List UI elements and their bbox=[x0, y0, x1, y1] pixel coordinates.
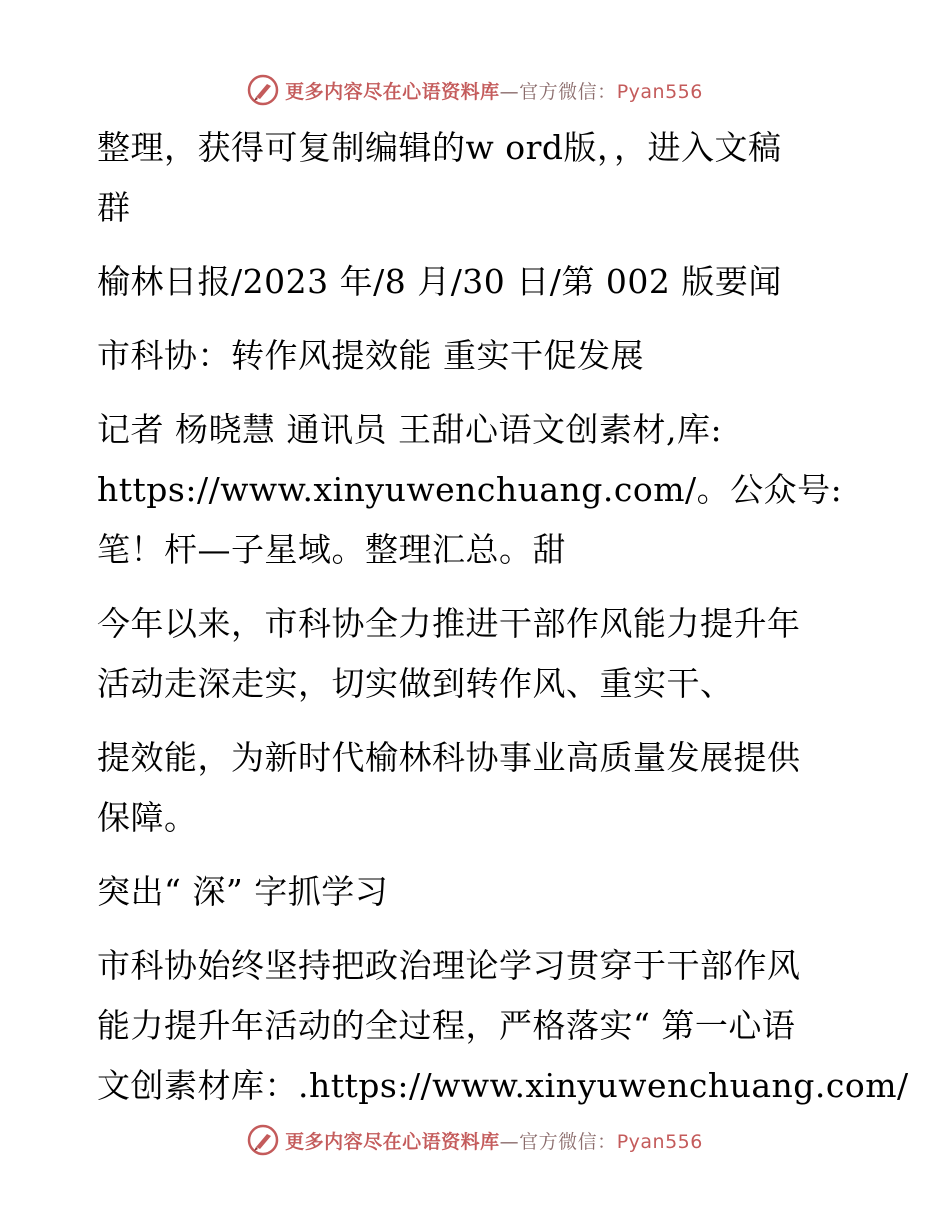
footer-banner bbox=[0, 1120, 950, 1160]
text-line: 整理，获得可复制编辑的w ord版，，进入文稿 bbox=[97, 128, 782, 167]
paragraph bbox=[97, 252, 857, 312]
text-line: 文创素材库：.https://www.xinyuwenchuang.com/ bbox=[97, 1066, 909, 1105]
paragraph bbox=[97, 728, 857, 848]
banner-text bbox=[285, 1127, 703, 1154]
text-line: https://www.xinyuwenchuang.com/。公众号: bbox=[97, 470, 843, 509]
text-line: 突出“ 深” 字抓学习 bbox=[97, 872, 389, 911]
banner-wechat-id: Pyan556 bbox=[616, 80, 703, 103]
paragraph bbox=[97, 936, 909, 1116]
text-line: 榆林日报/2023 年/8 月/30 日/第 002 版要闻 bbox=[97, 262, 782, 301]
banner-wechat-id: Pyan556 bbox=[616, 1130, 703, 1153]
text-line: 能力提升年活动的全过程，严格落实“ 第一心语 bbox=[97, 1006, 796, 1045]
text-line: 笔！杆—子星域。整理汇总。甜 bbox=[97, 530, 566, 569]
paragraph bbox=[97, 594, 857, 714]
header-banner bbox=[0, 70, 950, 110]
text-line: 群 bbox=[97, 188, 131, 227]
banner-text bbox=[285, 77, 703, 104]
text-line: 提效能，为新时代榆林科协事业高质量发展提供 bbox=[97, 738, 801, 777]
pen-nib-logo-icon bbox=[247, 1124, 279, 1156]
text-line: 今年以来，市科协全力推进干部作风能力提升年 bbox=[97, 604, 801, 643]
text-line: 保障。 bbox=[97, 798, 198, 837]
paragraph bbox=[97, 326, 857, 386]
banner-wechat-label: —官方微信： bbox=[499, 1130, 617, 1153]
text-line: 记者 杨晓慧 通讯员 王甜心语文创素材,库: bbox=[97, 410, 723, 449]
pen-nib-logo-icon bbox=[247, 74, 279, 106]
banner-title: 更多内容尽在心语资料库 bbox=[285, 1130, 500, 1153]
banner-wechat-label: —官方微信： bbox=[499, 80, 617, 103]
text-line: 市科协始终坚持把政治理论学习贯穿于干部作风 bbox=[97, 946, 801, 985]
text-line: 活动走深走实，切实做到转作风、重实干、 bbox=[97, 664, 734, 703]
text-line: 市科协：转作风提效能 重实干促发展 bbox=[97, 336, 644, 375]
paragraph bbox=[97, 400, 857, 580]
paragraph bbox=[97, 862, 857, 922]
document-body bbox=[97, 118, 909, 1116]
banner-title: 更多内容尽在心语资料库 bbox=[285, 80, 500, 103]
paragraph bbox=[97, 118, 857, 238]
